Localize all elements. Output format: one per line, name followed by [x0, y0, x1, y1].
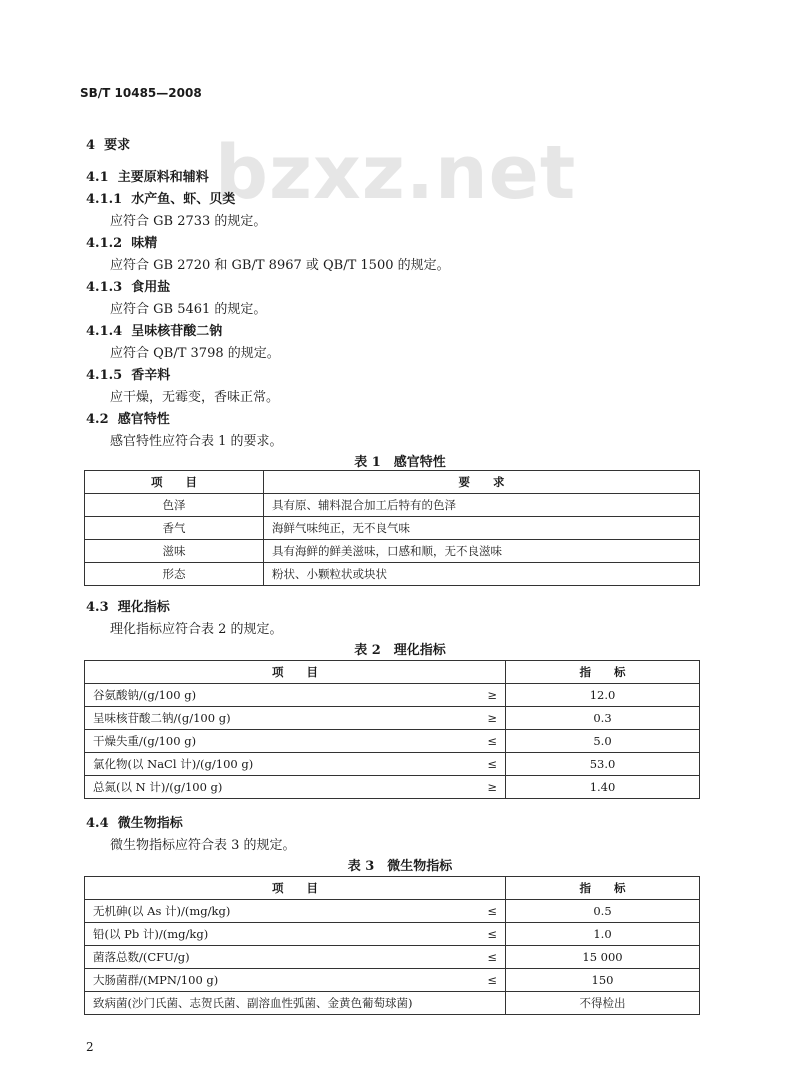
section-4-heading: 4 要求	[86, 138, 131, 153]
table2-value-cell: 0.3	[506, 707, 700, 730]
section-4-1-4-body: 应符合 QB/T 3798 的规定。	[110, 346, 280, 361]
table2-value-cell: 53.0	[506, 753, 700, 776]
table3-item-cell: 菌落总数/(CFU/g) ≤	[85, 946, 506, 969]
table3-value-cell: 150	[506, 969, 700, 992]
table3-value-cell: 不得检出	[506, 992, 700, 1015]
section-4-3-heading: 4.3 理化指标	[86, 600, 170, 615]
section-4-1-2-body: 应符合 GB 2720 和 GB/T 8967 或 QB/T 1500 的规定。	[110, 258, 450, 273]
table1-header-item: 项 目	[85, 471, 264, 494]
table1-header-requirement: 要 求	[264, 471, 700, 494]
table3-header-item: 项 目	[85, 877, 506, 900]
table2-item-cell: 氯化物(以 NaCl 计)/(g/100 g) ≤	[85, 753, 506, 776]
table-row	[85, 776, 700, 799]
table-row	[85, 540, 700, 563]
table3-caption: 表 3 微生物指标	[347, 859, 453, 874]
watermark: bzxz.net	[215, 130, 577, 216]
section-4-1-1-body: 应符合 GB 2733 的规定。	[110, 214, 267, 229]
table1-cell: 香气	[85, 517, 264, 540]
section-4-1-5-body: 应干燥，无霉变，香味正常。	[110, 390, 280, 405]
section-4-1-5-heading: 4.1.5 香辛料	[86, 368, 171, 383]
page-number: 2	[86, 1040, 94, 1054]
section-4-4-body: 微生物指标应符合表 3 的规定。	[110, 838, 296, 853]
table-row	[85, 684, 700, 707]
table-row	[85, 753, 700, 776]
table3-microbiological	[84, 876, 700, 1015]
section-4-2-body: 感官特性应符合表 1 的要求。	[110, 434, 283, 449]
section-4-1-2-heading: 4.1.2 味精	[86, 236, 158, 251]
table-row	[85, 946, 700, 969]
table3-item-cell: 无机砷(以 As 计)/(mg/kg) ≤	[85, 900, 506, 923]
table-row	[85, 992, 700, 1015]
table3-value-cell: 0.5	[506, 900, 700, 923]
table-row	[85, 969, 700, 992]
table-row	[85, 707, 700, 730]
table2-caption: 表 2 理化指标	[354, 643, 446, 658]
table2-header-index: 指 标	[506, 661, 700, 684]
section-4-1-1-heading: 4.1.1 水产鱼、虾、贝类	[86, 192, 236, 207]
table1-cell: 具有原、辅料混合加工后特有的色泽	[264, 494, 700, 517]
table3-item-cell: 致病菌(沙门氏菌、志贺氏菌、副溶血性弧菌、金黄色葡萄球菌)	[85, 992, 506, 1015]
document-header: SB/T 10485—2008	[80, 86, 202, 100]
table1-sensory	[84, 470, 700, 586]
table2-item-cell: 谷氨酸钠/(g/100 g) ≥	[85, 684, 506, 707]
table-row	[85, 563, 700, 586]
section-4-1-4-heading: 4.1.4 呈味核苷酸二钠	[86, 324, 223, 339]
table-row	[85, 494, 700, 517]
table1-cell: 形态	[85, 563, 264, 586]
table-row	[85, 900, 700, 923]
table3-value-cell: 1.0	[506, 923, 700, 946]
table2-header-item: 项 目	[85, 661, 506, 684]
table2-item-cell: 呈味核苷酸二钠/(g/100 g) ≥	[85, 707, 506, 730]
table-row	[85, 517, 700, 540]
table1-cell: 滋味	[85, 540, 264, 563]
table2-item-cell: 干燥失重/(g/100 g) ≤	[85, 730, 506, 753]
section-4-4-heading: 4.4 微生物指标	[86, 816, 183, 831]
table2-value-cell: 1.40	[506, 776, 700, 799]
section-4-1-3-heading: 4.1.3 食用盐	[86, 280, 171, 295]
table-row	[85, 730, 700, 753]
table1-cell: 具有海鲜的鲜美滋味，口感和顺，无不良滋味	[264, 540, 700, 563]
table2-physicochemical	[84, 660, 700, 799]
table3-header-index: 指 标	[506, 877, 700, 900]
section-4-1-3-body: 应符合 GB 5461 的规定。	[110, 302, 267, 317]
table3-value-cell: 15 000	[506, 946, 700, 969]
section-4-3-body: 理化指标应符合表 2 的规定。	[110, 622, 283, 637]
table3-item-cell: 铅(以 Pb 计)/(mg/kg) ≤	[85, 923, 506, 946]
table1-cell: 色泽	[85, 494, 264, 517]
table1-cell: 粉状、小颗粒状或块状	[264, 563, 700, 586]
table3-item-cell: 大肠菌群/(MPN/100 g) ≤	[85, 969, 506, 992]
table2-item-cell: 总氮(以 N 计)/(g/100 g) ≥	[85, 776, 506, 799]
section-4-2-heading: 4.2 感官特性	[86, 412, 170, 427]
table2-value-cell: 5.0	[506, 730, 700, 753]
table1-caption: 表 1 感官特性	[354, 455, 446, 470]
table1-cell: 海鲜气味纯正，无不良气味	[264, 517, 700, 540]
section-4-1-heading: 4.1 主要原料和辅料	[86, 170, 209, 185]
table2-value-cell: 12.0	[506, 684, 700, 707]
table-row	[85, 923, 700, 946]
